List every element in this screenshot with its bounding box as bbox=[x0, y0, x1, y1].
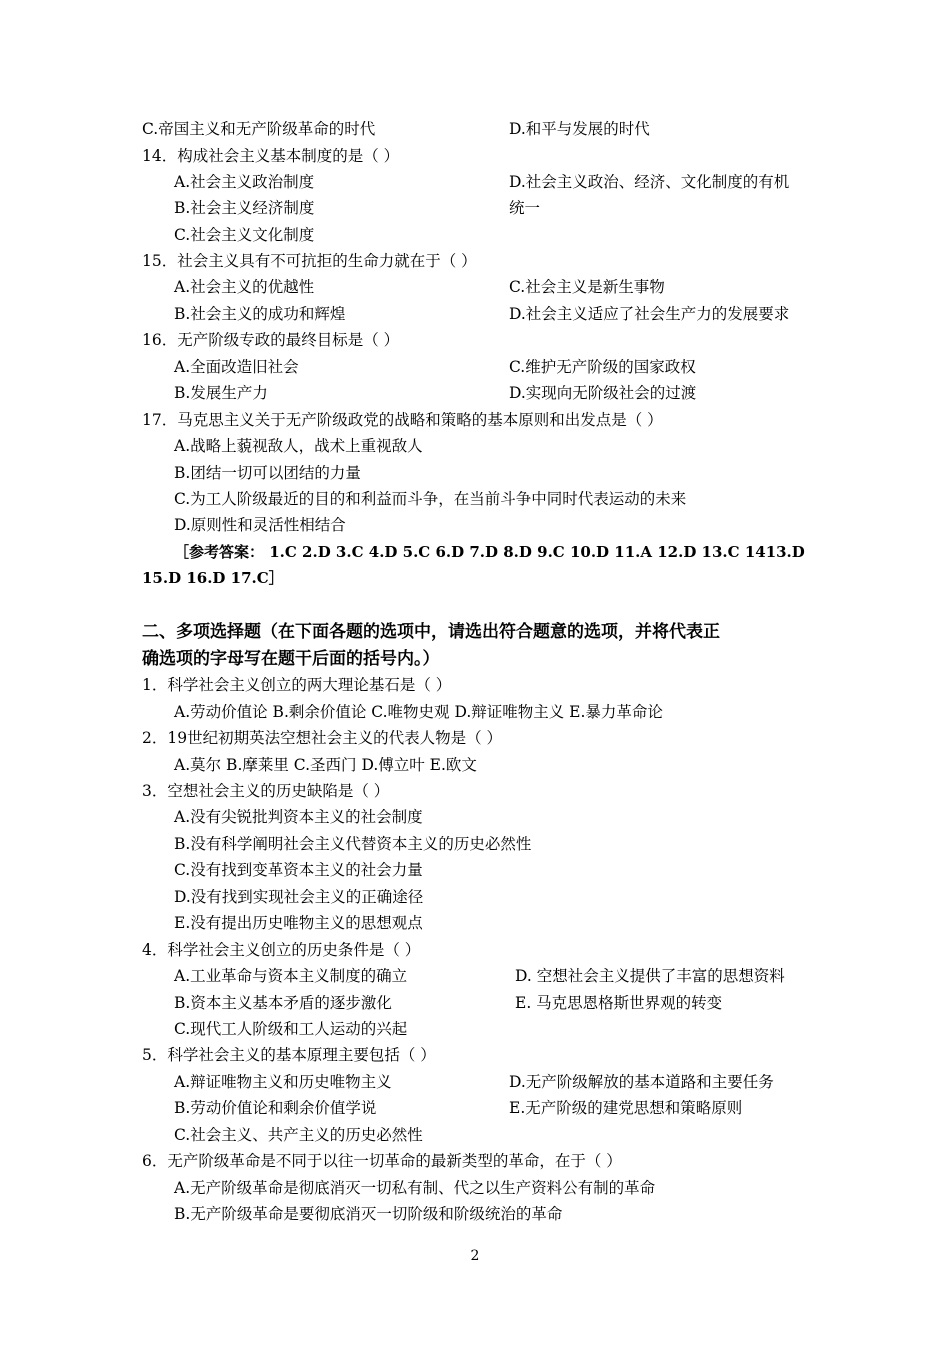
question-17-stem: 17．马克思主义关于无产阶级政党的战略和策略的基本原则和出发点是（ ） bbox=[142, 411, 663, 429]
option-a: A.辩证唯物主义和历史唯物主义 bbox=[174, 1073, 392, 1091]
option-b: B.社会主义经济制度 bbox=[174, 199, 315, 217]
option-c: C.社会主义文化制度 bbox=[174, 226, 315, 244]
option-a: A.社会主义的优越性 bbox=[174, 278, 315, 296]
question-15-stem: 15．社会主义具有不可抗拒的生命力就在于（ ） bbox=[142, 252, 477, 270]
question-6-stem: 6．无产阶级革命是不同于以往一切革命的最新类型的革命，在于（ ） bbox=[142, 1152, 622, 1170]
option-d: D.社会主义政治、经济、文化制度的有机 bbox=[509, 173, 790, 191]
question-3-stem: 3．空想社会主义的历史缺陷是（ ） bbox=[142, 782, 390, 800]
option-a: A.社会主义政治制度 bbox=[174, 173, 315, 191]
option-d: D.社会主义适应了社会生产力的发展要求 bbox=[509, 305, 790, 323]
page-number: 2 bbox=[470, 1248, 480, 1264]
option-b: B.劳动价值论和剩余价值学说 bbox=[174, 1099, 377, 1117]
option-a: A.没有尖锐批判资本主义的社会制度 bbox=[174, 808, 423, 826]
reference-answers: ［参考答案： 1.C 2.D 3.C 4.D 5.C 6.D 7.D 8.D 9.C 10.D 11.A 12.D 13.C 1413.D bbox=[174, 543, 805, 561]
option-b: B.发展生产力 bbox=[174, 384, 268, 402]
option-c: C.帝国主义和无产阶级革命的时代 bbox=[142, 120, 376, 138]
option-c: C.没有找到变革资本主义的社会力量 bbox=[174, 861, 423, 879]
option-e: E. 马克思恩格斯世界观的转变 bbox=[515, 994, 723, 1012]
question-1-stem: 1．科学社会主义创立的两大理论基石是（ ） bbox=[142, 676, 452, 694]
option-b: B.资本主义基本矛盾的逐步激化 bbox=[174, 994, 392, 1012]
option-e: E.没有提出历史唯物主义的思想观点 bbox=[174, 914, 423, 932]
option-b: B.无产阶级革命是要彻底消灭一切阶级和阶级统治的革命 bbox=[174, 1205, 563, 1223]
option-a: A.无产阶级革命是彻底消灭一切私有制、代之以生产资料公有制的革命 bbox=[174, 1179, 656, 1197]
option-d: D.原则性和灵活性相结合 bbox=[174, 516, 346, 534]
option-c: C.现代工人阶级和工人运动的兴起 bbox=[174, 1020, 408, 1038]
option-b: B.社会主义的成功和辉煌 bbox=[174, 305, 346, 323]
option-c: C.社会主义、共产主义的历史必然性 bbox=[174, 1126, 423, 1144]
option-d: D.没有找到实现社会主义的正确途径 bbox=[174, 888, 424, 906]
section-heading: 二、多项选择题（在下面各题的选项中，请选出符合题意的选项，并将代表正 bbox=[142, 622, 720, 642]
option-c: C.为工人阶级最近的目的和利益而斗争，在当前斗争中同时代表运动的未来 bbox=[174, 490, 687, 508]
option-d: D.和平与发展的时代 bbox=[509, 120, 650, 138]
option-d-continued: 统一 bbox=[509, 199, 541, 217]
question-14-stem: 14．构成社会主义基本制度的是（ ） bbox=[142, 147, 400, 165]
question-4-stem: 4．科学社会主义创立的历史条件是（ ） bbox=[142, 941, 421, 959]
option-c: C.社会主义是新生事物 bbox=[509, 278, 665, 296]
option-b: B.没有科学阐明社会主义代替资本主义的历史必然性 bbox=[174, 835, 532, 853]
option-c: C.维护无产阶级的国家政权 bbox=[509, 358, 696, 376]
question-16-stem: 16．无产阶级专政的最终目标是（ ） bbox=[142, 331, 400, 349]
question-2-stem: 2．19世纪初期英法空想社会主义的代表人物是（ ） bbox=[142, 729, 503, 747]
option-d: D. 空想社会主义提供了丰富的思想资料 bbox=[515, 967, 785, 985]
section-heading-continued: 确选项的字母写在题干后面的括号内。） bbox=[142, 649, 440, 669]
option-d: D.实现向无阶级社会的过渡 bbox=[509, 384, 697, 402]
question-5-stem: 5．科学社会主义的基本原理主要包括（ ） bbox=[142, 1046, 436, 1064]
option-d: D.无产阶级解放的基本道路和主要任务 bbox=[509, 1073, 774, 1091]
reference-answers-continued: 15.D 16.D 17.C］ bbox=[142, 569, 284, 587]
option-a: A.战略上藐视敌人，战术上重视敌人 bbox=[174, 437, 423, 455]
options-row: A.莫尔 B.摩莱里 C.圣西门 D.傅立叶 E.欧文 bbox=[174, 756, 477, 774]
option-a: A.全面改造旧社会 bbox=[174, 358, 299, 376]
option-b: B.团结一切可以团结的力量 bbox=[174, 464, 361, 482]
option-a: A.工业革命与资本主义制度的确立 bbox=[174, 967, 408, 985]
options-row: A.劳动价值论 B.剩余价值论 C.唯物史观 D.辩证唯物主义 E.暴力革命论 bbox=[174, 703, 663, 721]
option-e: E.无产阶级的建党思想和策略原则 bbox=[509, 1099, 743, 1117]
